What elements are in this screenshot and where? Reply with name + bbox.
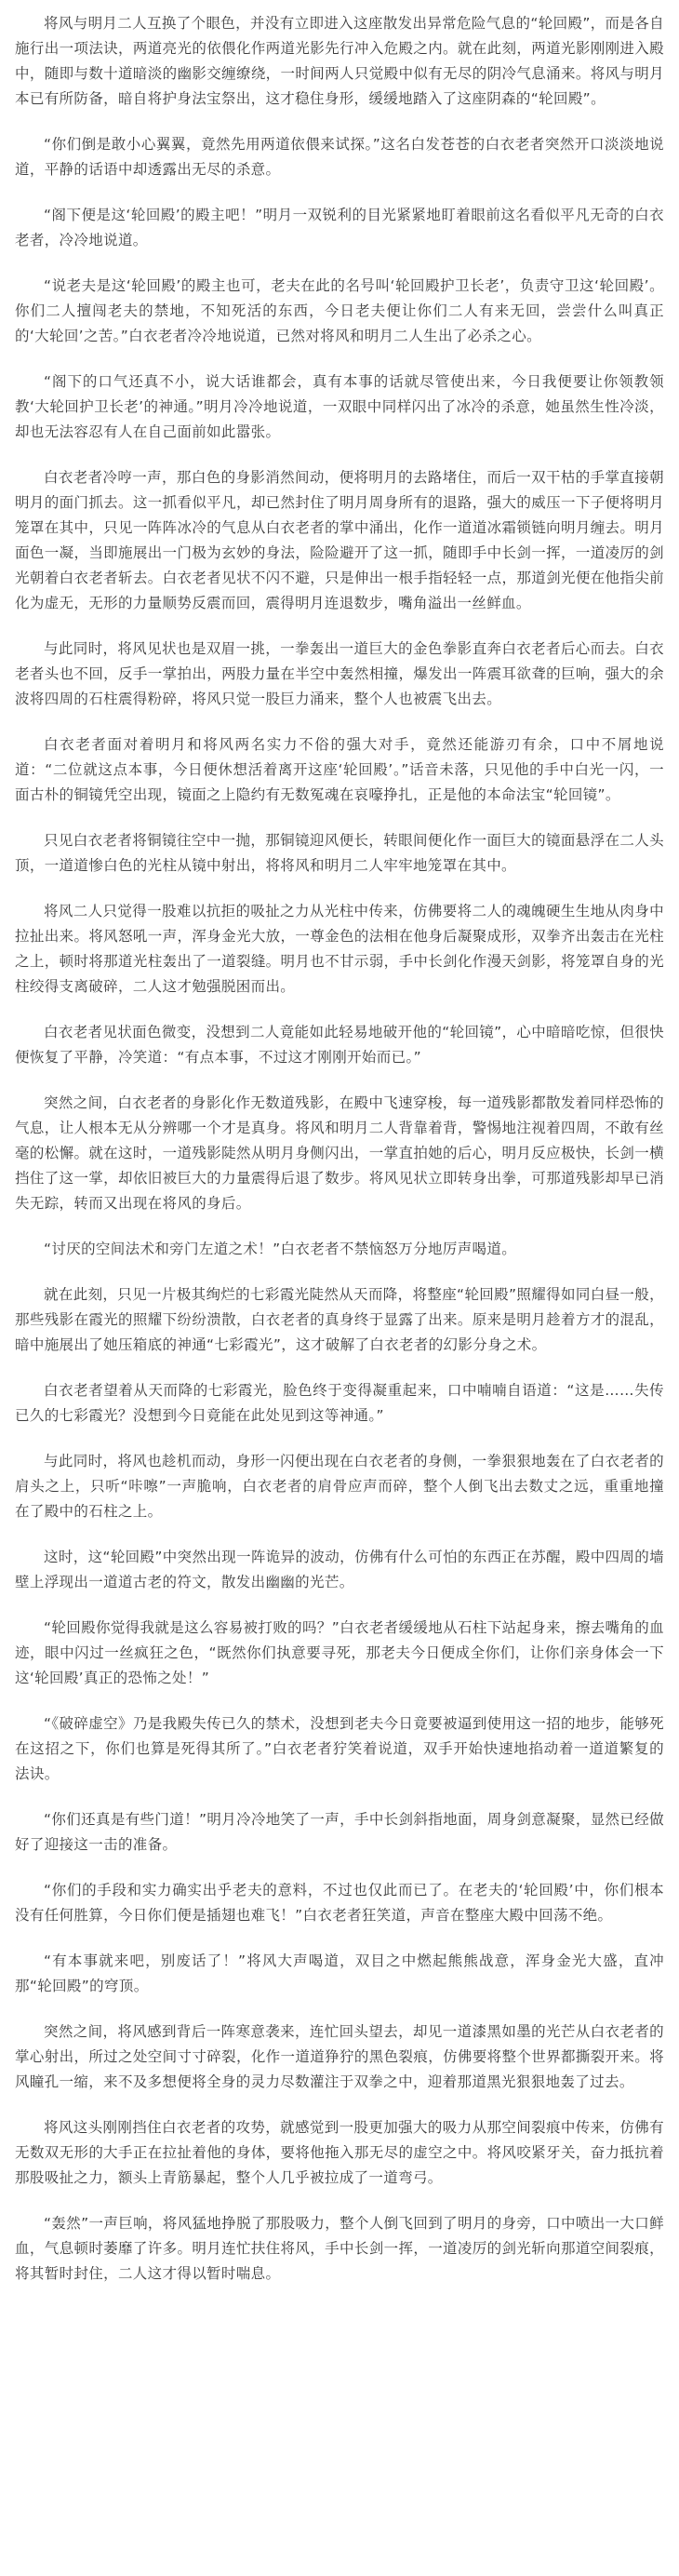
paragraph: 突然之间，白衣老者的身影化作无数道残影，在殿中飞速穿梭，每一道残影都散发着同样恐怖的气息，让人根本无从分辨哪一个才是真身。将风和明月二人背靠着背，警惕地注视着四周，不敢有丝毫的松懈。就在这时，一道残影陡然从明月身侧闪出，一掌直拍她的后心，明月反应极快，长剑一横挡住了这一掌，却依旧被巨大的力量震得后退了数步。将风见状立即转身出拳，可那道残影却早已消失无踪，转而又出现在将风的身后。 xyxy=(15,1094,664,1212)
paragraph: “讨厌的空间法术和旁门左道之术！”白衣老者不禁恼怒万分地厉声喝道。 xyxy=(44,1241,517,1257)
paragraph: “阁下便是这‘轮回殿’的殿主吧！”明月一双锐利的目光紧紧地盯着眼前这名看似平凡无奇的白衣老者，冷冷地说道。 xyxy=(15,207,664,248)
paragraph: 只见白衣老者将铜镜往空中一抛，那铜镜迎风便长，转眼间便化作一面巨大的镜面悬浮在二人头顶，一道道惨白色的光柱从镜中射出，将将风和明月二人牢牢地笼罩在其中。 xyxy=(15,832,664,874)
paragraph: “你们倒是敢小心翼翼，竟然先用两道依偎来试探。”这名白发苍苍的白衣老者突然开口淡淡地说道，平静的话语中却透露出无尽的杀意。 xyxy=(15,136,664,178)
paragraph: 与此同时，将风见状也是双眉一挑，一拳轰出一道巨大的金色拳影直奔白衣老者后心而去。白衣老者头也不回，反手一掌拍出，两股力量在半空中轰然相撞，爆发出一阵震耳欲聋的巨响，强大的余波将四周的石柱震得粉碎，将风只觉一股巨力涌来，整个人也被震飞出去。 xyxy=(15,640,664,707)
paragraph: 与此同时，将风也趁机而动，身形一闪便出现在白衣老者的身侧，一拳狠狠地轰在了白衣老者的肩头之上，只听“咔嚓”一声脆响，白衣老者的肩骨应声而碎，整个人倒飞出去数丈之远，重重地撞在了殿中的石柱之上。 xyxy=(15,1453,664,1520)
paragraph: 将风这头刚刚挡住白衣老者的攻势，就感觉到一股更加强大的吸力从那空间裂痕中传来，仿佛有无数双无形的大手正在拉扯着他的身体，要将他拖入那无尽的虚空之中。将风咬紧牙关，奋力抵抗着那股吸扯之力，额头上青筋暴起，整个人几乎被拉成了一道弯弓。 xyxy=(15,2119,664,2186)
paragraph: “《破碎虚空》乃是我殿失传已久的禁术，没想到老夫今日竟要被逼到使用这一招的地步，能够死在这招之下，你们也算是死得其所了。”白衣老者狞笑着说道，双手开始快速地掐动着一道道繁复的法诀。 xyxy=(15,1715,664,1782)
paragraph: 突然之间，将风感到背后一阵寒意袭来，连忙回头望去，却见一道漆黑如墨的光芒从白衣老者的掌心射出，所过之处空间寸寸碎裂，化作一道道狰狞的黑色裂痕，仿佛要将整个世界都撕裂开来。将风瞳孔一缩，来不及多想便将全身的灵力尽数灌注于双拳之中，迎着那道黑光狠狠地轰了过去。 xyxy=(15,2023,664,2090)
paragraph: 白衣老者冷哼一声，那白色的身影消然间动，便将明月的去路堵住，而后一双干枯的手掌直接朝明月的面门抓去。这一抓看似平凡，却已然封住了明月周身所有的退路，强大的威压一下子便将明月笼罩在其中，只见一阵阵冰冷的气息从白衣老者的掌中涌出，化作一道道冰霜锁链向明月缠去。明月面色一凝，当即施展出一门极为玄妙的身法，险险避开了这一抓，随即手中长剑一挥，一道凌厉的剑光朝着白衣老者斩去。白衣老者见状不闪不避，只是伸出一根手指轻轻一点，那道剑光便在他指尖前化为虚无，无形的力量顺势反震而回，震得明月连退数步，嘴角溢出一丝鲜血。 xyxy=(15,469,664,611)
paragraph: “阁下的口气还真不小，说大话谁都会，真有本事的话就尽管使出来，今日我便要让你领教领教‘大轮回护卫长老’的神通。”明月冷冷地说道，一双眼中同样闪出了冰冷的杀意，她虽然生性冷淡，却也无法容忍有人在自己面前如此嚣张。 xyxy=(15,373,664,440)
article-body xyxy=(15,11,664,2287)
paragraph: 白衣老者见状面色微变，没想到二人竟能如此轻易地破开他的“轮回镜”，心中暗暗吃惊，但很快便恢复了平静，冷笑道：“有点本事，不过这才刚刚开始而已。” xyxy=(15,1024,664,1066)
paragraph: “说老夫是这‘轮回殿’的殿主也可，老夫在此的名号叫‘轮回殿护卫长老’，负责守卫这‘轮回殿’。你们二人擅闯老夫的禁地，不知死活的东西，今日老夫便让你们二人有来无回，尝尝什么叫真正的‘大轮回’之苦。”白衣老者冷冷地说道，已然对将风和明月二人生出了必杀之心。 xyxy=(15,277,664,344)
paragraph: 这时，这“轮回殿”中突然出现一阵诡异的波动，仿佛有什么可怕的东西正在苏醒，殿中四周的墙壁上浮现出一道道古老的符文，散发出幽幽的光芒。 xyxy=(15,1549,664,1590)
paragraph: “你们还真是有些门道！”明月冷冷地笑了一声，手中长剑斜指地面，周身剑意凝聚，显然已经做好了迎接这一击的准备。 xyxy=(15,1811,664,1853)
paragraph: “轰然”一声巨响，将风猛地挣脱了那股吸力，整个人倒飞回到了明月的身旁，口中喷出一大口鲜血，气息顿时萎靡了许多。明月连忙扶住将风，手中长剑一挥，一道凌厉的剑光斩向那道空间裂痕，将其暂时封住，二人这才得以暂时喘息。 xyxy=(15,2215,664,2282)
paragraph: 白衣老者面对着明月和将风两名实力不俗的强大对手，竟然还能游刃有余，口中不屑地说道：“二位就这点本事，今日便休想活着离开这座‘轮回殿’。”话音未落，只见他的手中白光一闪，一面古朴的铜镜凭空出现，镜面之上隐约有无数冤魂在哀嚎挣扎，正是他的本命法宝“轮回镜”。 xyxy=(15,736,664,803)
paragraph: 就在此刻，只见一片极其绚烂的七彩霞光陡然从天而降，将整座“轮回殿”照耀得如同白昼一般，那些残影在霞光的照耀下纷纷溃散，白衣老者的真身终于显露了出来。原来是明月趁着方才的混乱，暗中施展出了她压箱底的神通“七彩霞光”，这才破解了白衣老者的幻影分身之术。 xyxy=(15,1286,664,1353)
paragraph: “有本事就来吧，别废话了！”将风大声喝道，双目之中燃起熊熊战意，浑身金光大盛，直冲那“轮回殿”的穹顶。 xyxy=(15,1952,664,1994)
paragraph: 将风与明月二人互换了个眼色，并没有立即进入这座散发出异常危险气息的“轮回殿”，而是各自施行出一项法诀，两道亮光的依偎化作两道光影先行冲入危殿之内。就在此刻，两道光影刚刚进入殿中，随即与数十道暗淡的幽影交缠缭绕，一时间两人只觉殿中似有无尽的阴冷气息涌来。将风与明月本已有所防备，暗自将护身法宝祭出，这才稳住身形，缓缓地踏入了这座阴森的“轮回殿”。 xyxy=(15,15,664,107)
paragraph: 白衣老者望着从天而降的七彩霞光，脸色终于变得凝重起来，口中喃喃自语道：“这是……失传已久的七彩霞光？没想到今日竟能在此处见到这等神通。” xyxy=(15,1382,664,1424)
paragraph: 将风二人只觉得一股难以抗拒的吸扯之力从光柱中传来，仿佛要将二人的魂魄硬生生地从肉身中拉扯出来。将风怒吼一声，浑身金光大放，一尊金色的法相在他身后凝聚成形，双拳齐出轰击在光柱之上，顿时将那道光柱轰出了一道裂缝。明月也不甘示弱，手中长剑化作漫天剑影，将笼罩自身的光柱绞得支离破碎，二人这才勉强脱困而出。 xyxy=(15,903,664,995)
paragraph: “你们的手段和实力确实出乎老夫的意料，不过也仅此而已了。在老夫的‘轮回殿’中，你们根本没有任何胜算，今日你们便是插翅也难飞！”白衣老者狂笑道，声音在整座大殿中回荡不绝。 xyxy=(15,1882,664,1924)
paragraph: “轮回殿你觉得我就是这么容易被打败的吗？”白衣老者缓缓地从石柱下站起身来，擦去嘴角的血迹，眼中闪过一丝疯狂之色，“既然你们执意要寻死，那老夫今日便成全你们，让你们亲身体会一下这‘轮回殿’真正的恐怖之处！” xyxy=(15,1619,664,1686)
